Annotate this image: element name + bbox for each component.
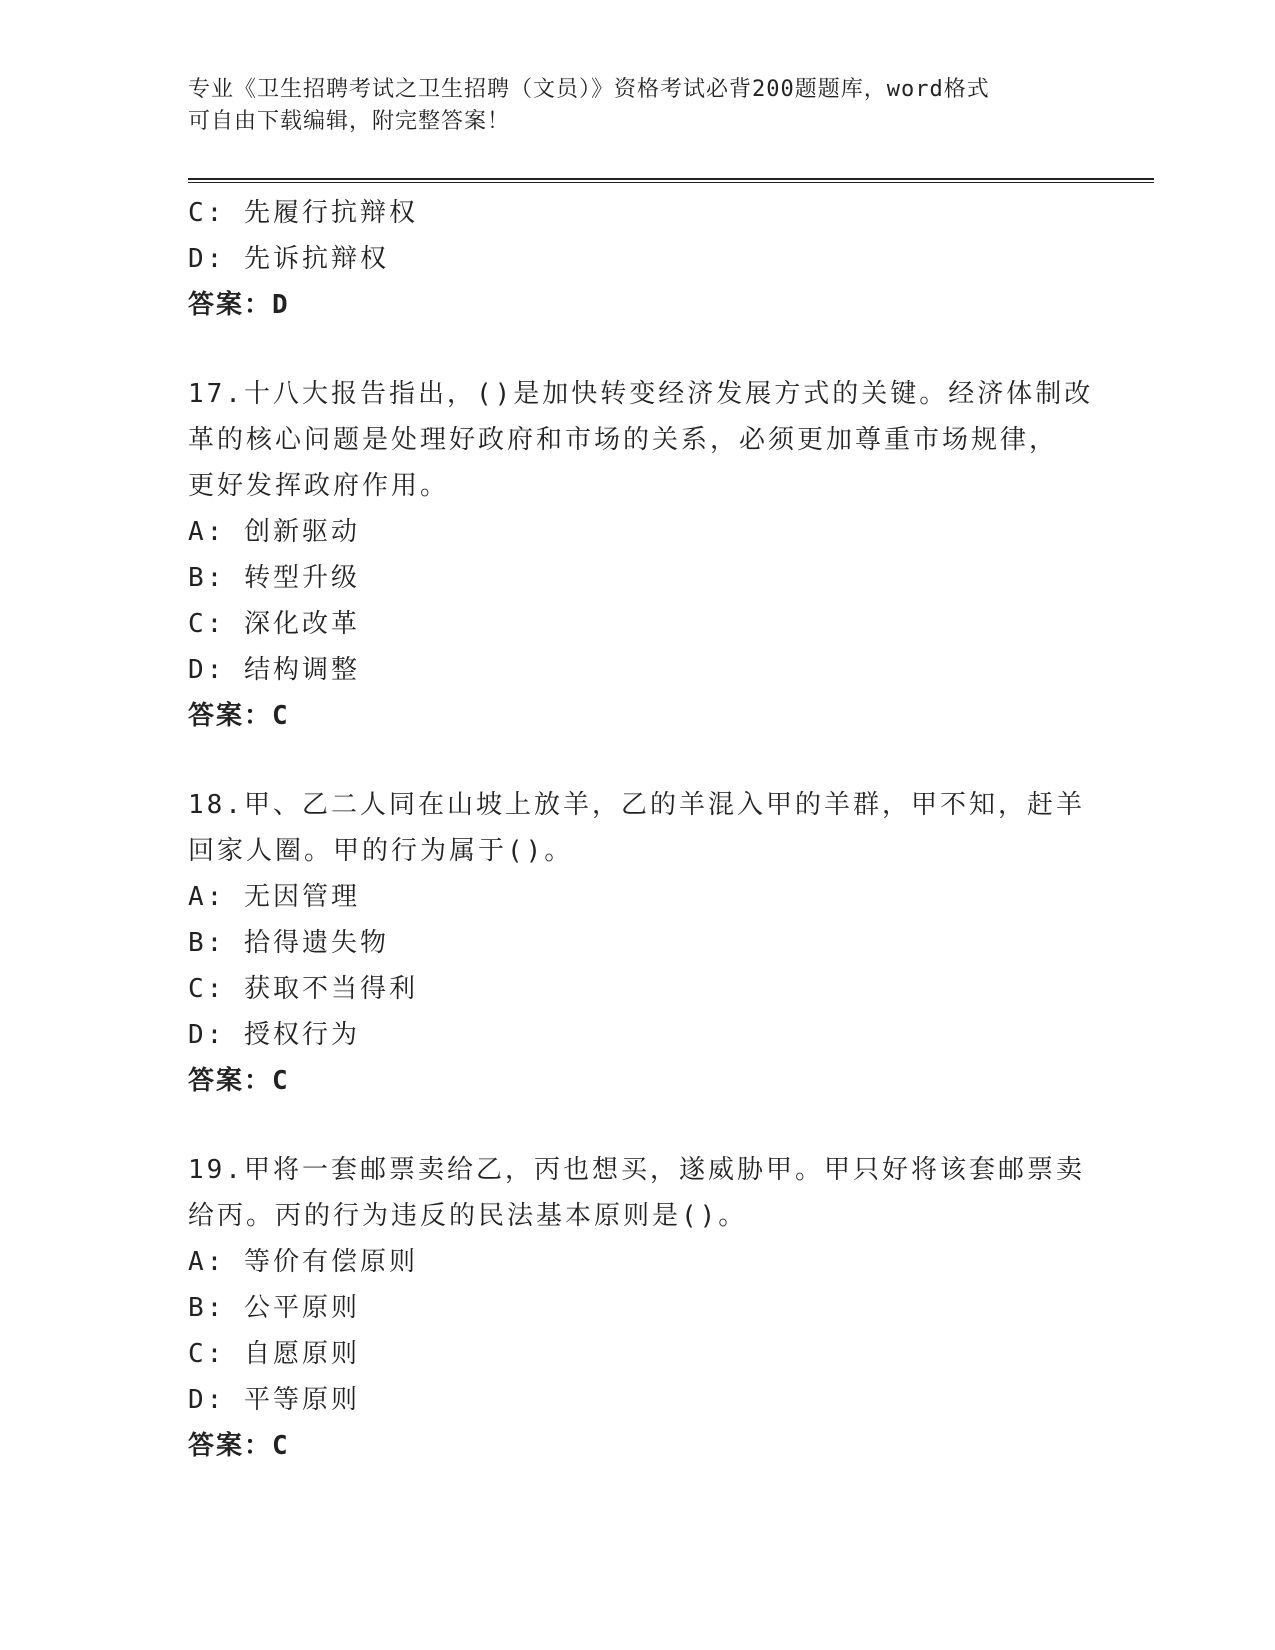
option-b: B: 拾得遗失物 — [188, 928, 389, 958]
stem-line: 17.十八大报告指出，()是加快转变经济发展方式的关键。经济体制改 — [188, 379, 1094, 409]
stem-line: 给丙。丙的行为违反的民法基本原则是()。 — [188, 1201, 748, 1231]
prev-question-block — [188, 190, 1088, 328]
option-a: A: 等价有偿原则 — [188, 1247, 418, 1277]
question-stem — [188, 782, 1088, 874]
option-b: B: 公平原则 — [188, 1293, 360, 1323]
option-c: C: 获取不当得利 — [188, 974, 418, 1004]
answer-line: 答案：C — [188, 1431, 290, 1461]
stem-line: 更好发挥政府作用。 — [188, 471, 450, 501]
question-stem — [188, 371, 1094, 509]
stem-line: 革的核心问题是处理好政府和市场的关系，必须更加尊重市场规律， — [188, 425, 1059, 455]
option-d: D: 授权行为 — [188, 1020, 360, 1050]
option-d: D: 平等原则 — [188, 1385, 360, 1415]
stem-line: 回家人圈。甲的行为属于()。 — [188, 836, 574, 866]
option-a: A: 创新驱动 — [188, 517, 360, 547]
stem-line: 19.甲将一套邮票卖给乙，丙也想买，遂威胁甲。甲只好将该套邮票卖 — [188, 1155, 1085, 1185]
document-header — [188, 74, 1068, 138]
question-18 — [188, 782, 1088, 1104]
question-list — [188, 190, 1094, 1469]
option-a: A: 无因管理 — [188, 882, 360, 912]
header-divider — [188, 178, 1154, 183]
answer-line: 答案：C — [188, 701, 290, 731]
option-d: D: 结构调整 — [188, 655, 360, 685]
option-c: C: 先履行抗辩权 — [188, 198, 418, 228]
option-d: D: 先诉抗辩权 — [188, 244, 389, 274]
answer-line: 答案：C — [188, 1066, 290, 1096]
question-stem — [188, 1147, 1088, 1239]
question-spacer — [188, 739, 1088, 782]
header-title-line-2: 可自由下载编辑，附完整答案！ — [188, 109, 511, 134]
header-title-line-1: 专业《卫生招聘考试之卫生招聘（文员）》资格考试必背200题题库，word格式 — [188, 77, 990, 102]
option-b: B: 转型升级 — [188, 563, 360, 593]
question-spacer — [188, 328, 1088, 371]
question-spacer — [188, 1104, 1088, 1147]
option-c: C: 深化改革 — [188, 609, 360, 639]
question-19 — [188, 1147, 1088, 1469]
answer-line: 答案：D — [188, 290, 290, 320]
option-c: C: 自愿原则 — [188, 1339, 360, 1369]
question-17 — [188, 371, 1094, 739]
stem-line: 18.甲、乙二人同在山坡上放羊，乙的羊混入甲的羊群，甲不知，赶羊 — [188, 790, 1085, 820]
